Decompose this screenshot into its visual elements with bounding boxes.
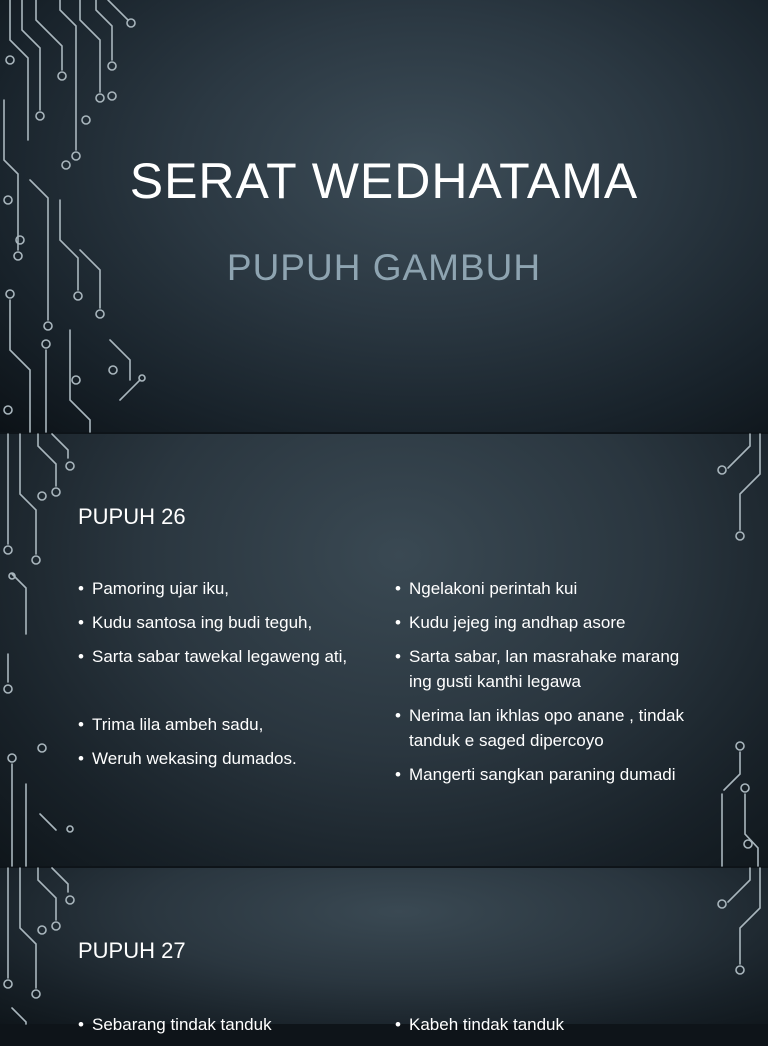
bullet-item: • Sarta sabar, lan masrahake marang ing gusti kanthi legawa	[395, 644, 695, 694]
slide-heading: PUPUH 26	[78, 504, 186, 529]
bullet-item: • Sarta sabar tawekal legaweng ati,	[78, 644, 363, 669]
presentation-title: SERAT WEDHATAMA	[129, 153, 639, 209]
presentation-subtitle: PUPUH GAMBUH	[226, 247, 542, 288]
bullet-item: • Pamoring ujar iku,	[78, 576, 363, 601]
slide-heading: PUPUH 27	[78, 938, 186, 963]
right-bullet-list	[395, 1012, 695, 1046]
bullet-item: • Kudu jejeg ing andhap asore	[395, 610, 695, 635]
bullet-item: • Kabeh tindak tanduk	[395, 1012, 695, 1037]
left-bullet-list	[78, 1012, 363, 1046]
bullet-item: • Nerima lan ikhlas opo anane , tindak tanduk e saged dipercoyo	[395, 703, 695, 753]
bullet-item: • Trima lila ambeh sadu,	[78, 712, 363, 737]
left-bullet-list	[78, 576, 363, 780]
right-bullet-list	[395, 576, 695, 796]
circuit-decoration	[0, 0, 160, 432]
bullet-item: • Sebarang tindak tanduk	[78, 1012, 363, 1037]
content-slide-pupuh-26	[0, 434, 768, 866]
title-slide	[0, 0, 768, 432]
content-slide-pupuh-27	[0, 868, 768, 1034]
bullet-item: • Weruh wekasing dumados.	[78, 746, 363, 771]
bullet-spacer	[78, 678, 363, 703]
bullet-item: • Mangerti sangkan paraning dumadi	[395, 762, 695, 787]
bullet-item: • Ngelakoni perintah kui	[395, 576, 695, 601]
bullet-item: • Kudu santosa ing budi teguh,	[78, 610, 363, 635]
